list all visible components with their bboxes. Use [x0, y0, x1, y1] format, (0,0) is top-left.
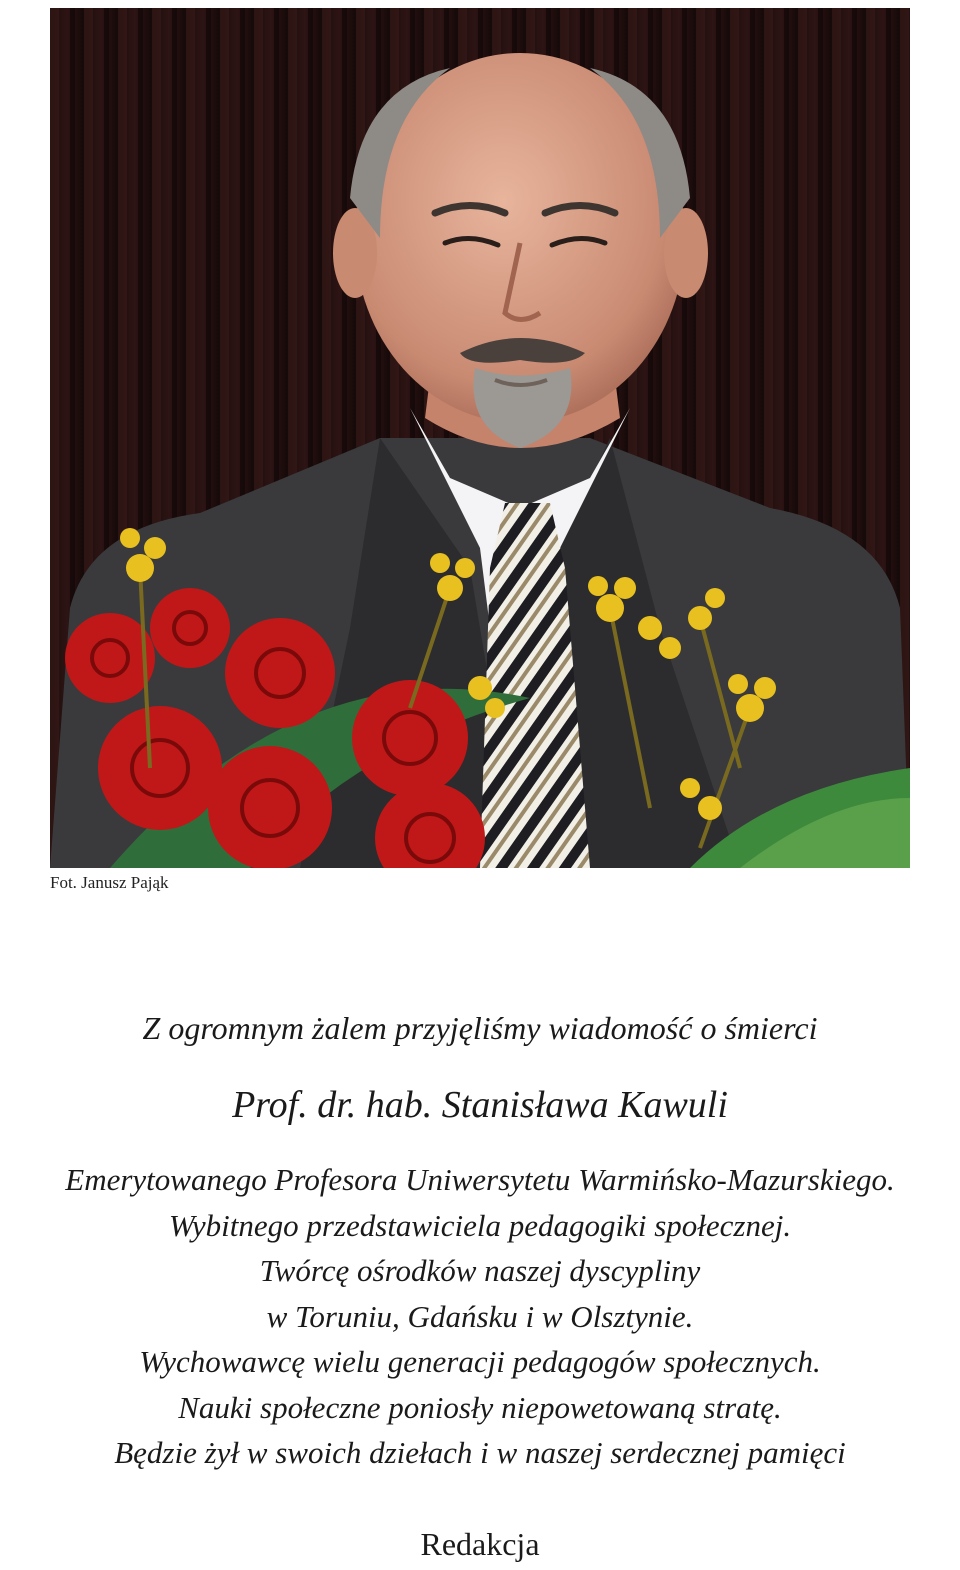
- obituary-line: Nauki społeczne poniosły niepowetowaną stratę.: [178, 1389, 782, 1425]
- deceased-name: Prof. dr. hab. Stanisława Kawuli: [232, 1084, 728, 1126]
- obituary-line: Będzie żył w swoich dziełach i w naszej serdecznej pamięci: [114, 1435, 846, 1470]
- photo-credit: Fot. Janusz Pająk: [50, 873, 169, 892]
- obituary-line: Wychowawcę wielu generacji pedagogów społecznych.: [139, 1344, 821, 1379]
- obituary-line: w Toruniu, Gdańsku i w Olsztynie.: [266, 1298, 694, 1334]
- portrait-photo: [50, 8, 910, 868]
- portrait-illustration: [50, 8, 910, 868]
- obituary-line: Emerytowanego Profesora Uniwersytetu Warmińsko-Mazurskiego.: [65, 1162, 895, 1197]
- signature: Redakcja: [420, 1526, 540, 1562]
- obituary-line: Twórcę ośrodków naszej dyscypliny: [259, 1253, 701, 1288]
- obituary-text: [0, 1157, 960, 1476]
- obituary-lead: Z ogromnym żalem przyjęliśmy wiadomość o śmierci: [142, 1010, 818, 1046]
- obituary-line: Wybitnego przedstawiciela pedagogiki społecznej.: [168, 1207, 792, 1243]
